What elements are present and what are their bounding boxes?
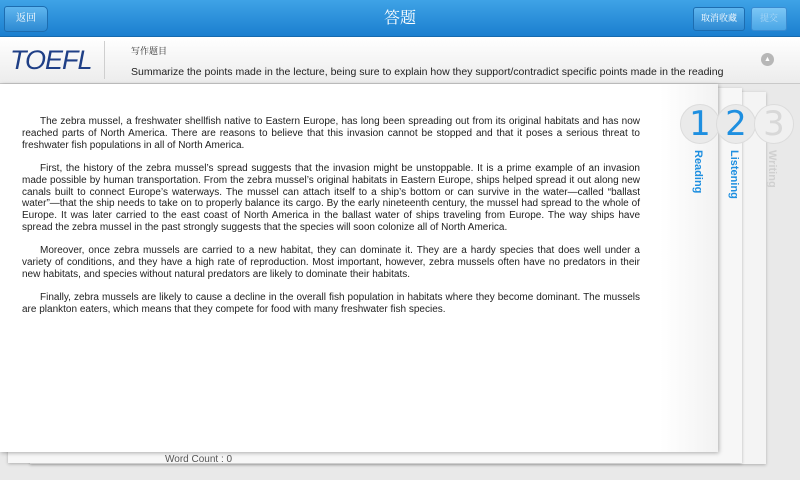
tab-reading-number: 1 (680, 104, 720, 144)
tab-writing-number: 3 (754, 104, 794, 144)
writing-prompt: Summarize the points made in the lecture, being sure to explain how they support/contradict specific points made in the reading (131, 66, 724, 78)
passage-paragraph: Moreover, once zebra mussels are carried to a new habitat, they can dominate it. They are a hardy species that does well under a variety of conditions, and they have a high rate of reproduction. Most important, however, zebra mussels often have no predators in their new habitats, and species without natural predators are likely to dominate their habitats. (22, 245, 640, 280)
tab-listening-number: 2 (716, 104, 756, 144)
top-bar (0, 0, 800, 37)
reading-page[interactable] (0, 84, 718, 452)
toefl-logo: TOEFL (10, 45, 92, 75)
tab-listening-label: Listening (728, 150, 740, 199)
chevron-up-icon[interactable]: ▲ (761, 53, 774, 66)
tab-writing[interactable] (754, 104, 784, 214)
tab-listening[interactable] (716, 104, 746, 214)
word-count: Word Count : 0 (165, 454, 233, 465)
tab-reading-label: Reading (692, 150, 704, 194)
unfavorite-button[interactable]: 取消收藏 (693, 7, 745, 31)
tab-reading[interactable] (680, 104, 710, 214)
section-title: 写作题目 (131, 47, 168, 57)
question-header (0, 37, 800, 84)
passage-paragraph: The zebra mussel, a freshwater shellfish native to Eastern Europe, has long been spreading out from its original habitats and has now reached parts of North America. There are reasons to believe that this invasion cannot be stopped and that it poses a serious threat to freshwater fish populations in all of North America. (22, 116, 640, 151)
reading-passage (22, 116, 640, 327)
back-button[interactable]: 返回 (4, 6, 48, 32)
passage-paragraph: First, the history of the zebra mussel’s spread suggests that the invasion might be unstoppable. It is a prime example of an invasion made possible by human transportation. From the zebra mussel’s original habitats in Eastern Europe, ships helped spread it out along new canals built to connect Europe’s waterways. The mussel can attach itself to a ship’s bottom or can survive in the water—called “ballast water”—that the ship needs to take on to properly balance its cargo. By the early nineteenth century, the mussel had spread to the whole of Europe. It was later carried to the east coast of North America in the ballast water of ships traveling from Europe. The way ships have spread the zebra mussel in the past strongly suggests that the species will soon colonize all of North America. (22, 162, 640, 234)
header-divider (104, 41, 105, 79)
tab-writing-label: Writing (766, 150, 778, 188)
passage-paragraph: Finally, zebra mussels are likely to cause a decline in the overall fish population in habitats where they become dominant. The mussels are plankton eaters, which means that they compete for food with many freshwater fish species. (22, 291, 640, 315)
submit-button[interactable]: 提交 (751, 7, 787, 31)
page-title: 答题 (383, 8, 416, 27)
